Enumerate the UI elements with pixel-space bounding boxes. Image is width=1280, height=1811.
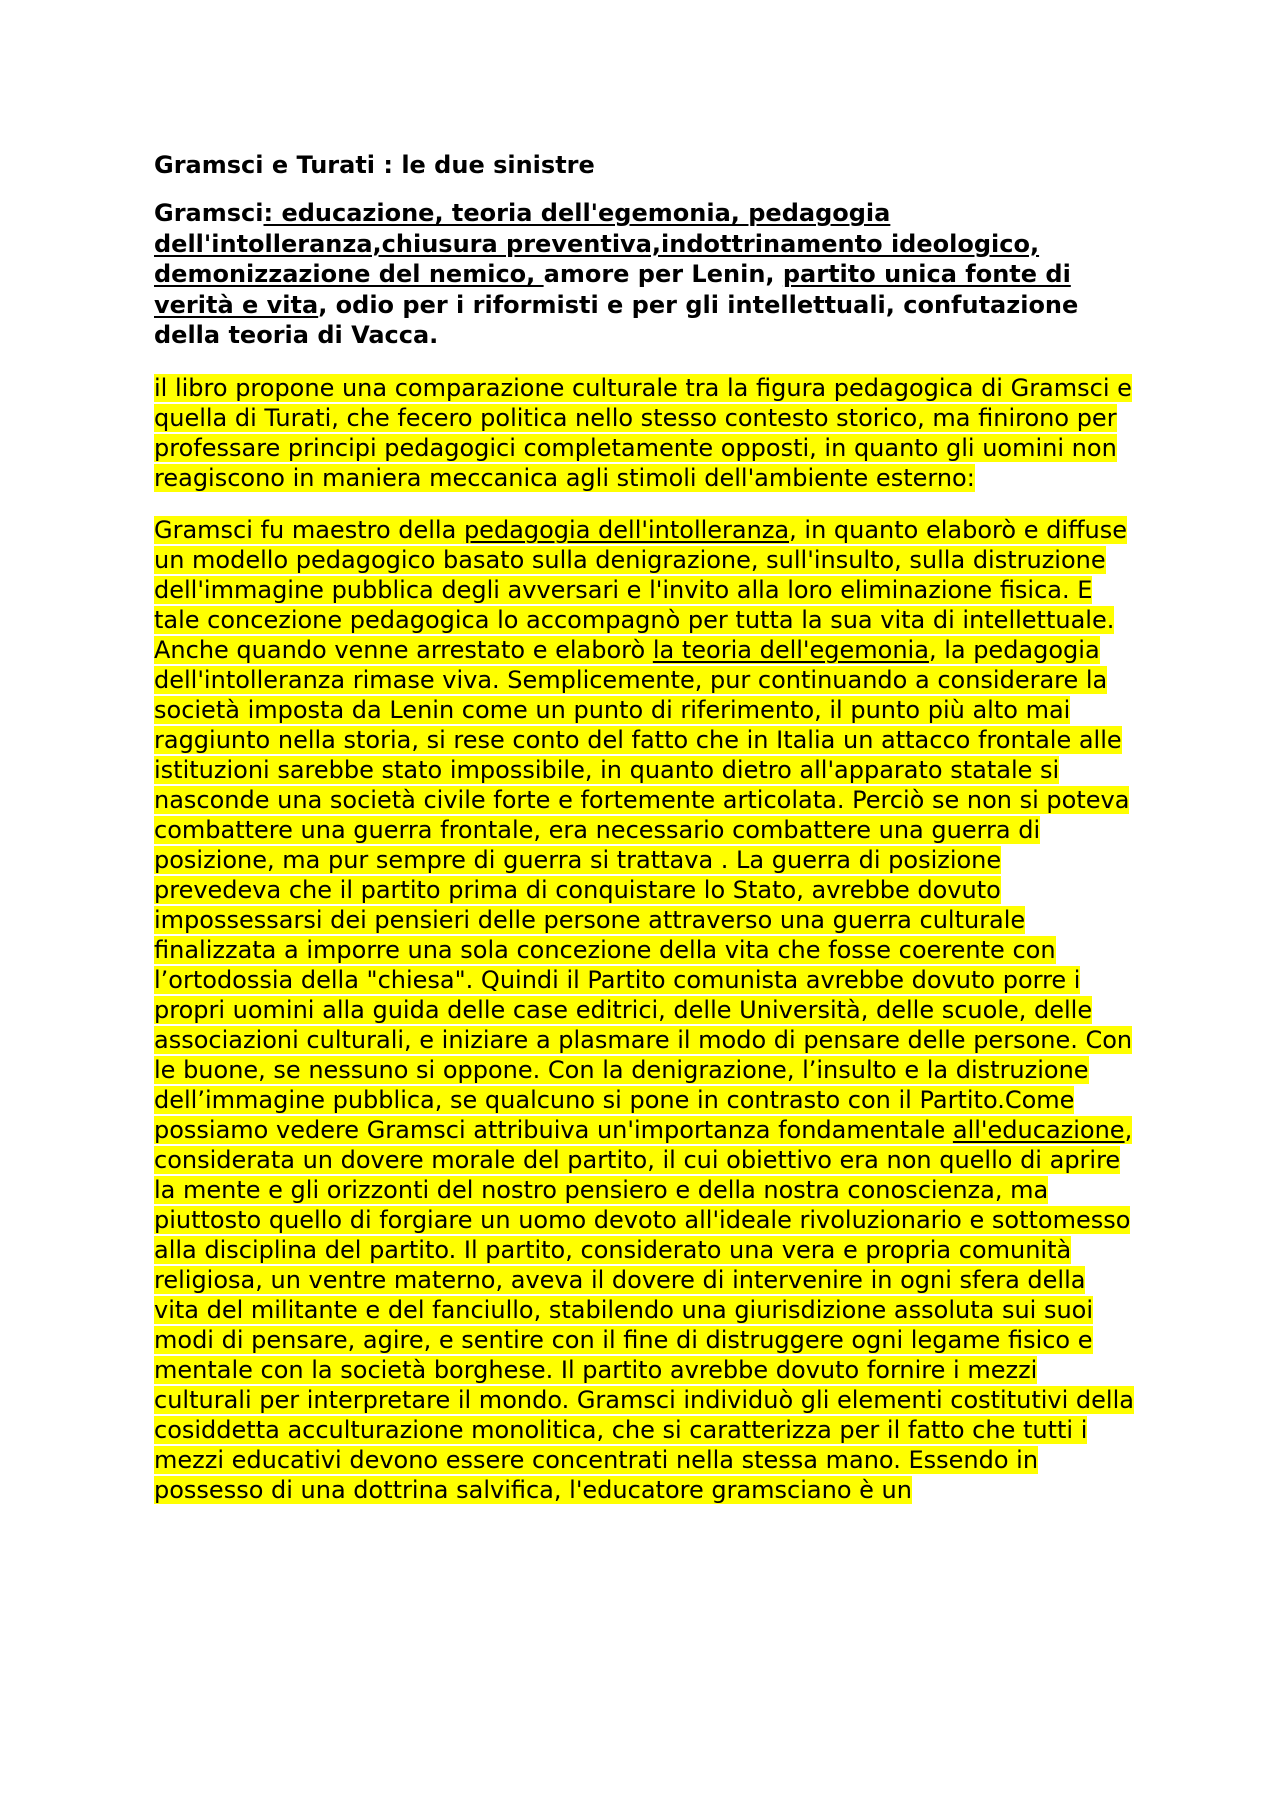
intro-paragraph	[154, 373, 1134, 493]
intro-paragraph-text: il libro propone una comparazione culturale tra la figura pedagogica di Gramsci e quella di Turati, che fecero politica nello stesso contesto storico, ma finirono per professare principi pedagogici completamente opposti, in quanto gli uomini non reagiscono in maniera meccanica agli stimoli dell'ambiente esterno:	[154, 373, 1132, 492]
subject-lead: Gramsci	[154, 199, 264, 227]
main-paragraph-text-3: , la pedagogia dell'intolleranza rimase viva. Semplicemente, pur continuando a considerare la società imposta da Lenin come un punto di riferimento, il punto più alto mai raggiunto nella storia, si rese conto del fatto che in Italia un attacco frontale alle istituzioni sarebbe stato impossibile, in quanto dietro all'apparato statale si nasconde una società civile forte e fortemente articolata. Perciò se non si poteva combattere una guerra frontale, era necessario combattere una guerra di posizione, ma pur sempre di guerra si trattava . La guerra di posizione prevedeva che il partito prima di conquistare lo Stato, avrebbe dovuto impossessarsi dei pensieri delle persone attraverso una guerra culturale finalizzata a imporre una sola concezione della vita che fosse coerente con l’ortodossia della "chiesa". Quindi il Partito comunista avrebbe dovuto porre i propri uomini alla guida delle case editrici, delle Università, delle scuole, delle associazioni culturali, e iniziare a plasmare il modo di pensare delle persone. Con le buone, se nessuno si oppone. Con la denigrazione, l’insulto e la distruzione dell’immagine pubblica, se qualcuno si pone in contrasto con il Partito.Come possiamo vedere Gramsci attribuiva un'importanza fondamentale	[154, 635, 1133, 1144]
subject-plain-2: , odio per i riformisti e per gli intellettuali, confutazione della teoria di Vacca.	[154, 290, 1079, 349]
subject-paragraph	[154, 198, 1134, 351]
document-page	[154, 150, 1134, 1527]
main-paragraph-underlined-3: all'educazione	[952, 1115, 1125, 1144]
subject-underlined-2: partito unica fonte di verità e vita	[154, 260, 1071, 319]
main-paragraph-text-4: , considerata un dovere morale del partito, il cui obiettivo era non quello di aprire la mente e gli orizzonti del nostro pensiero e della nostra conoscienza, ma piuttosto quello di forgiare un uomo devoto all'ideale rivoluzionario e sottomesso alla disciplina del partito. Il partito, considerato una vera e propria comunità religiosa, un ventre materno, aveva il dovere di intervenire in ogni sfera della vita del militante e del fanciullo, stabilendo una giurisdizione assoluta sui suoi modi di pensare, agire, e sentire con il fine di distruggere ogni legame fisico e mentale con la società borghese. Il partito avrebbe dovuto fornire i mezzi culturali per interpretare il mondo. Gramsci individuò gli elementi costitutivi della cosiddetta acculturazione monolitica, che si caratterizza per il fatto che tutti i mezzi educativi devono essere concentrati nella stessa mano. Essendo in possesso di una dottrina salvifica, l'educatore gramsciano è un	[154, 1115, 1134, 1504]
subject-underlined-1: : educazione, teoria dell'egemonia, pedagogia dell'intolleranza,chiusura preventiva,indottrinamento ideologico, demonizzazione del nemico,	[154, 199, 1040, 288]
main-paragraph-underlined-2: la teoria dell'egemonia	[652, 635, 929, 664]
main-paragraph	[154, 515, 1134, 1505]
main-paragraph-underlined-1: pedagogia dell'intolleranza	[463, 515, 790, 544]
subject-plain-1: amore per Lenin,	[543, 260, 783, 288]
main-paragraph-text-1: Gramsci fu maestro della	[154, 515, 464, 544]
main-paragraph-text-2: , in quanto elaborò e diffuse un modello pedagogico basato sulla denigrazione, sull'insulto, sulla distruzione dell'immagine pubblica degli avversari e l'invito alla loro eliminazione fisica. E tale concezione pedagogica lo accompagnò per tutta la sua vita di intellettuale. Anche quando venne arrestato e elaborò	[154, 515, 1128, 664]
document-title: Gramsci e Turati : le due sinistre	[154, 151, 595, 179]
